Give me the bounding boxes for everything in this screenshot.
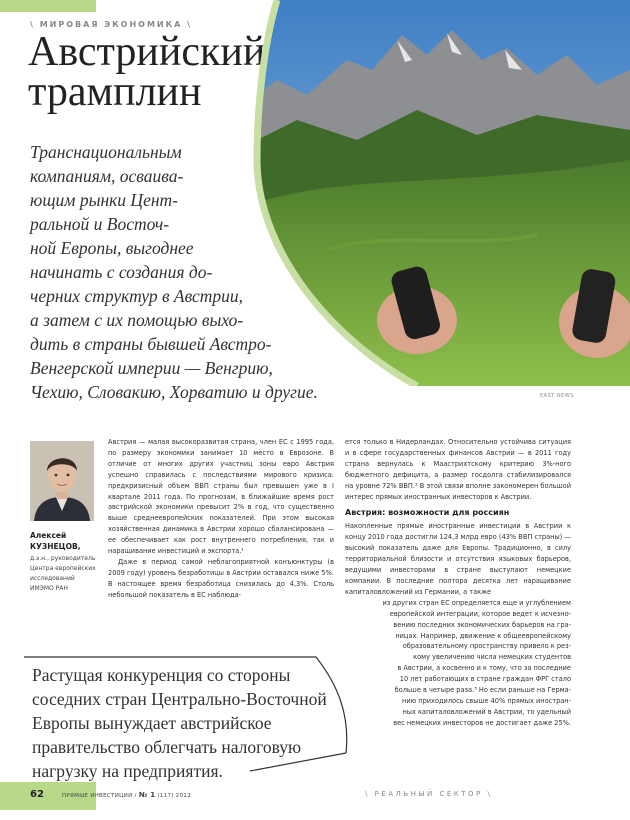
pull-quote-line: Растущая конкуренция со стороны	[32, 665, 291, 685]
page-number: 62	[30, 789, 44, 800]
lead-line: Чехию, Словакию, Хорватию и другие.	[30, 382, 318, 402]
body-paragraph: ется только в Нидерландах. Относительно устойчива ситуация и в сфере государственных финансов Австрии — в 2011 году страна вернулась к Маастрихтскому критерию 3%-ного бюджетного дефицита, а размер госдолга стабилизировался на уровне 72% ВВП.² В этой связи вполне закономерен большой интерес прямых иностранных инвесторов к Австрии.	[345, 438, 571, 501]
pull-quote-line: Европы вынуждает австрийское	[32, 713, 272, 733]
body-line: вес немецких инвесторов не достигает даже 25%.	[393, 718, 571, 727]
author-role-line: исследований	[30, 575, 75, 582]
lead-line: начинать с создания до-	[30, 262, 213, 282]
body-line: ницах. Например, движение к общеевропейскому	[395, 631, 571, 640]
lead-line: ющим рынки Цент-	[30, 190, 178, 210]
accent-bar-top	[0, 0, 96, 12]
lead-line: черних структур в Австрии,	[30, 286, 244, 306]
body-column-1	[108, 437, 334, 601]
body-line: нию приходилось свыше 40% прямых иностран-	[402, 696, 571, 705]
pull-quote-line: правительство облегчать налоговую	[32, 737, 302, 757]
body-line: 10 лет работающих в стране граждан ФРГ стало	[399, 675, 571, 684]
body-paragraph: Австрия — малая высокоразвитая страна, член ЕС с 1995 года, по размеру экономики занимает 10 место в Еврозоне. В отличие от многих других участниц зоны евро Австрия успешно справилась с последствиями мирового кризиса: предкризисный объем ВВП страны был превышен уже в I квартале 2011 года. По прогнозам, в ближайшие время рост австрийской экономики превысит 2% в год, что существенно выше среднеевропейских показателей. При этом высокая хозяйственная динамика в Австрии хорошо сбалансирована — ее обеспечивает как рост внутреннего потребления, так и наращивание инвестиций и экспорта.¹	[108, 438, 334, 556]
section-rubric: \ МИРОВАЯ ЭКОНОМИКА \	[30, 20, 193, 29]
lead-paragraph	[30, 140, 350, 404]
pull-quote-line: нагрузку на предприятия.	[32, 761, 223, 781]
title-line: Австрийский	[28, 29, 266, 75]
author-role-line: д.э.н., руководитель	[30, 555, 96, 562]
lead-line: ной Европы, выгоднее	[30, 238, 194, 258]
subheading: Австрия: возможности для россиян	[345, 508, 510, 518]
author-role	[30, 554, 110, 594]
author-first-name: Алексей	[30, 531, 67, 540]
lead-line: ральной и Восточ-	[30, 214, 170, 234]
pull-quote	[32, 663, 342, 783]
lead-line: Транснациональным	[30, 142, 182, 162]
lead-line: дить в страны бывшей Австро-	[30, 334, 272, 354]
lead-line: а затем с их помощью выхо-	[30, 310, 244, 330]
magazine-name: ПРЯМЫЕ ИНВЕСТИЦИИ /	[62, 793, 139, 799]
author-byline	[30, 530, 110, 594]
issue-number: № 1	[138, 791, 156, 799]
body-line: образовательному пространству привело к рез-	[402, 642, 571, 651]
title-line: трамплин	[28, 69, 202, 115]
lead-line: компаниям, осваива-	[30, 166, 184, 186]
magazine-footer	[62, 791, 191, 799]
body-line: в Австрии, а косвенно и к тому, что за последние	[397, 664, 571, 673]
issue-date: (117) 2012	[155, 793, 191, 799]
body-line: ных капиталовложений в Австрии, то удельный	[402, 707, 571, 716]
body-line: больше в четыре раза.³ Но если раньше на Герма-	[394, 686, 571, 695]
author-role-line: Центра европейских	[30, 565, 96, 572]
author-last-name: КУЗНЕЦОВ,	[30, 542, 81, 551]
photo-credit: EAST NEWS	[540, 393, 574, 399]
author-role-line: ИМЭМО РАН	[30, 585, 68, 592]
footer-rubric: \ РЕАЛЬНЫЙ СЕКТОР \	[365, 790, 493, 798]
body-line: вению последних экономических барьеров на гра-	[393, 620, 571, 629]
lead-line: Венгерской империи — Венгрию,	[30, 358, 273, 378]
body-line: из других стран ЕС определяется еще и углублением	[382, 598, 571, 607]
author-photo	[30, 441, 94, 521]
body-column-2	[345, 437, 571, 729]
body-line: европейской интеграции, которое ведет к исчезно-	[389, 609, 571, 618]
pull-quote-box	[20, 655, 350, 781]
body-line: кому увеличению числа немецких студентов	[413, 653, 571, 662]
body-paragraph: Даже в период самой неблагоприятной конъюнктуры (в 2009 году) уровень безработицы в Австрии оставался ниже 5%. В настоящее время безработица снизилась до 4,3%. Столь небольшой показатель в ЕС наблюда-	[108, 557, 334, 599]
pull-quote-line: соседних стран Центрально-Восточной	[32, 689, 327, 709]
wrap-around-text	[345, 598, 571, 729]
body-paragraph: Накопленные прямые иностранные инвестиции в Австрии к концу 2010 года достигли 124,3 млрд евро (43% ВВП страны) — высокий показатель даже для Европы. Традиционно, в силу территориальной близости и отсутствия языковых барьеров, ведущими инвесторами в стране выступают немецкие компании. В последние полтора десятка лет наращивание капиталовложений из Германии, а также	[345, 522, 571, 596]
